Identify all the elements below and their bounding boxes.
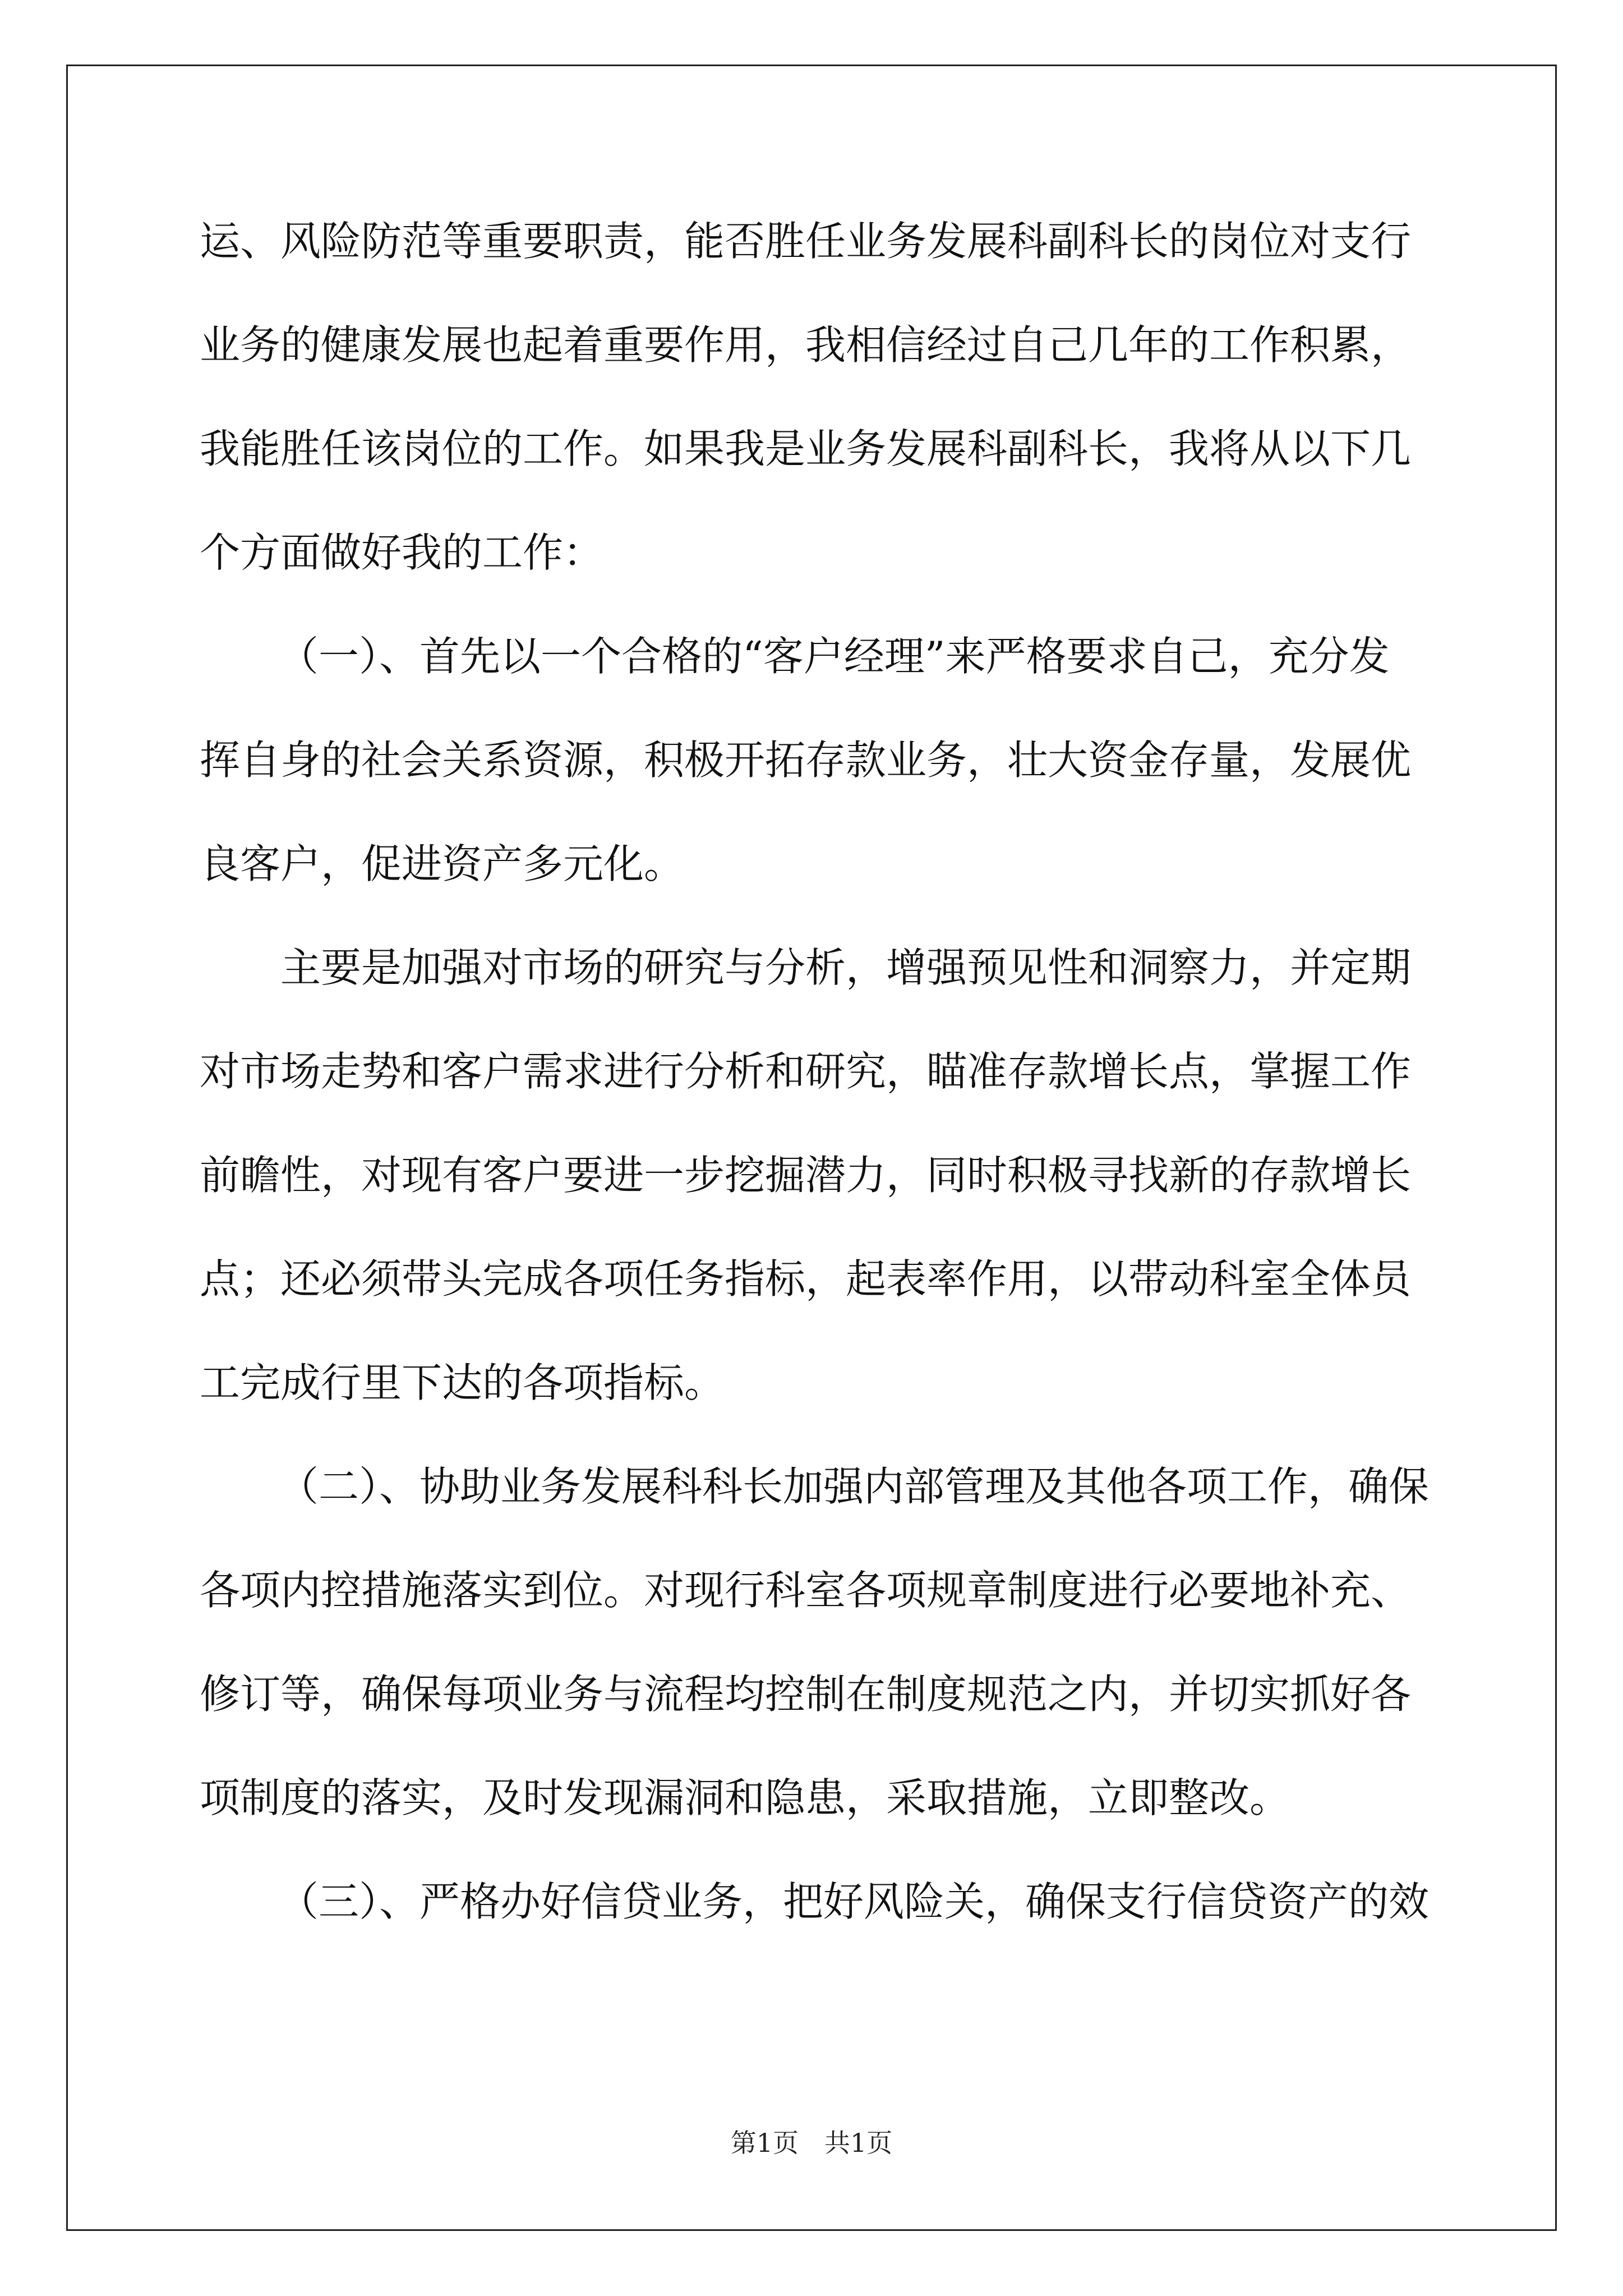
paragraph-first-line: 主要是加强对市场的研究与分析，增强预见性和洞察力，并定期 (280, 944, 1412, 991)
text-line: 挥自身的社会关系资源，积极开拓存款业务，壮大资金存量，发展优 (200, 737, 1412, 784)
text-line: 业务的健康发展也起着重要作用，我相信经过自己几年的工作积累， (200, 321, 1412, 369)
page-number: 第1页 (730, 2128, 799, 2158)
text-line: 前瞻性，对现有客户要进一步挖掘潜力，同时积极寻找新的存款增长 (200, 1152, 1412, 1199)
page-total: 共1页 (824, 2128, 893, 2158)
page-footer (0, 2126, 1623, 2160)
text-line: 我能胜任该岗位的工作。如果我是业务发展科副科长，我将从以下几 (200, 425, 1412, 472)
text-line: 修订等，确保每项业务与流程均控制在制度规范之内，并切实抓好各 (200, 1671, 1412, 1718)
text-line: 良客户，促进资产多元化。 (200, 840, 685, 887)
paragraph-first-line: （三）、严格办好信贷业务，把好风险关，确保支行信贷资产的效 (278, 1878, 1430, 1925)
text-line: 各项内控措施落实到位。对现行科室各项规章制度进行必要地补充、 (200, 1567, 1412, 1614)
paragraph-first-line: （二）、协助业务发展科科长加强内部管理及其他各项工作，确保 (278, 1463, 1430, 1510)
text-line: 点；还必须带头完成各项任务指标，起表率作用，以带动科室全体员 (200, 1255, 1412, 1303)
text-line: 个方面做好我的工作： (200, 529, 604, 576)
text-line: 对市场走势和客户需求进行分析和研究，瞄准存款增长点，掌握工作 (200, 1048, 1412, 1095)
text-line: 运、风险防范等重要职责，能否胜任业务发展科副科长的岗位对支行 (200, 218, 1412, 265)
text-line: 项制度的落实，及时发现漏洞和隐患，采取措施，立即整改。 (200, 1774, 1290, 1821)
text-line: 工完成行里下达的各项指标。 (200, 1359, 725, 1406)
paragraph-first-line: （一）、首先以一个合格的“客户经理”来严格要求自己，充分发 (278, 633, 1390, 680)
